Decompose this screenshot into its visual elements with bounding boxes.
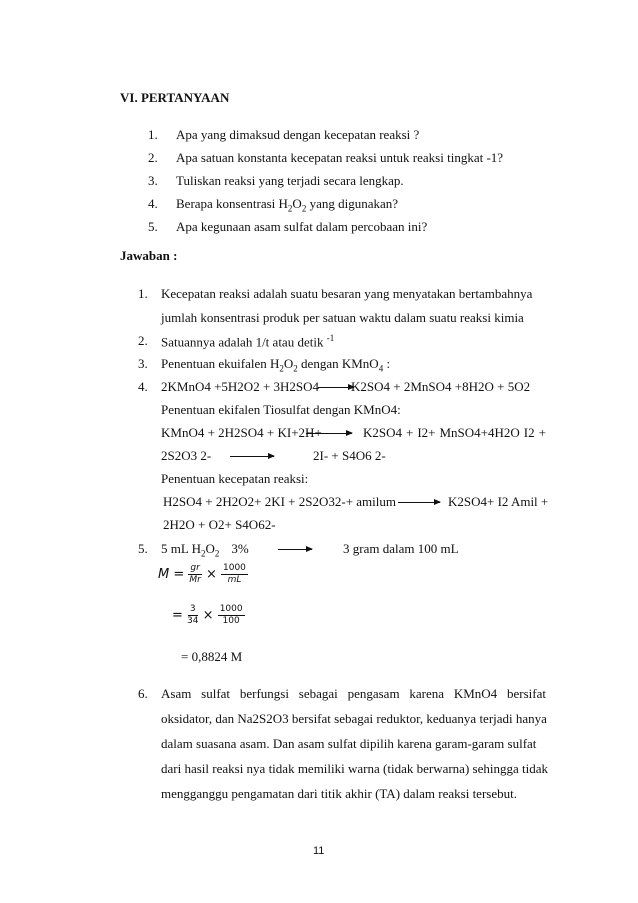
answer-text: mengganggu pengamatan dari titik akhir (TA) dalam reaksi tersebut. (161, 786, 517, 801)
equation-right: K2SO4 + 2MnSO4 +8H2O + 5O2 (351, 379, 531, 394)
subheading: Penentuan kecepatan reaksi: (161, 471, 309, 486)
section-heading: VI. PERTANYAAN (120, 90, 230, 105)
reaction-arrow (318, 387, 354, 388)
formula-molarity: M = $\frac{gr}{Mr}$ × $\frac{1000}{mL}$ (158, 563, 246, 585)
question-number: 1. (148, 127, 158, 142)
reaction-arrow (230, 456, 274, 457)
answer-number: 2. (138, 333, 148, 348)
answer-text: 3 gram dalam 100 mL (343, 541, 459, 556)
answer-number: 4. (138, 379, 148, 394)
equation-continued: 2H2O + O2+ S4O62- (163, 517, 276, 532)
answer-number: 6. (138, 686, 148, 701)
reaction-arrow (398, 502, 440, 503)
reaction-arrow (278, 549, 312, 550)
page-number: 11 (313, 845, 325, 857)
question-text: Apa kegunaan asam sulfat dalam percobaan ini? (176, 219, 428, 234)
answer-text: dalam suasana asam. Dan asam sulfat dipilih karena garam-garam sulfat (161, 736, 537, 751)
answer-text: jumlah konsentrasi produk per satuan waktu dalam suatu reaksi kimia (161, 310, 524, 325)
result-value: = 0,8824 M (181, 649, 243, 664)
answers-heading: Jawaban : (120, 248, 178, 263)
equation-right: K2SO4+ I2 Amil + (448, 494, 549, 509)
formula-substitution: = $\frac{3}{34}$ × $\frac{1000}{100}$ (172, 604, 243, 626)
question-number: 4. (148, 196, 158, 211)
equation-right: K2SO4 + I2+ MnSO4+4H2O I2 + (363, 425, 546, 440)
question-number: 2. (148, 150, 158, 165)
answer-number: 1. (138, 286, 148, 301)
subheading: Penentuan ekifalen Tiosulfat dengan KMnO4: (161, 402, 401, 417)
equation-right: 2I- + S4O6 2- (313, 448, 386, 463)
reaction-arrow (306, 433, 352, 434)
answer-text: Penentuan ekuifalen $H_2O_2$ dengan KMnO$_4$ : (161, 356, 391, 374)
question-number: 5. (148, 219, 158, 234)
question-text: Apa yang dimaksud dengan kecepatan reaksi ? (176, 127, 420, 142)
question-text: Apa satuan konstanta kecepatan reaksi untuk reaksi tingkat -1? (176, 150, 504, 165)
equation-left: 2S2O3 2- (161, 448, 212, 463)
answer-number: 3. (138, 356, 148, 371)
equation-left: 2KMnO4 +5H2O2 + 3H2SO4 (161, 379, 320, 394)
question-text: Berapa konsentrasi $H_2O_2$ yang digunakan? (176, 196, 399, 214)
answer-text: Kecepatan reaksi adalah suatu besaran yang menyatakan bertambahnya (161, 286, 533, 301)
answer-text: Satuannya adalah 1/t atau detik $^{-1}$ (161, 333, 335, 350)
equation-left: KMnO4 + 2H2SO4 + KI+2H+ (161, 425, 322, 440)
question-text: Tuliskan reaksi yang terjadi secara lengkap. (176, 173, 404, 188)
equation-left: H2SO4 + 2H2O2+ 2KI + 2S2O32-+ amilum (163, 494, 396, 509)
answer-text: oksidator, dan Na2S2O3 bersifat sebagai reduktor, keduanya terjadi hanya (161, 711, 547, 726)
answer-number: 5. (138, 541, 148, 556)
answer-text: 5 mL $H_2O_2$ 3% (161, 541, 249, 559)
answer-text: Asam sulfat berfungsi sebagai pengasam karena KMnO4 bersifat (161, 686, 546, 701)
question-number: 3. (148, 173, 158, 188)
answer-text: dari hasil reaksi nya tidak memiliki warna (tidak berwarna) sehingga tidak (161, 761, 548, 776)
